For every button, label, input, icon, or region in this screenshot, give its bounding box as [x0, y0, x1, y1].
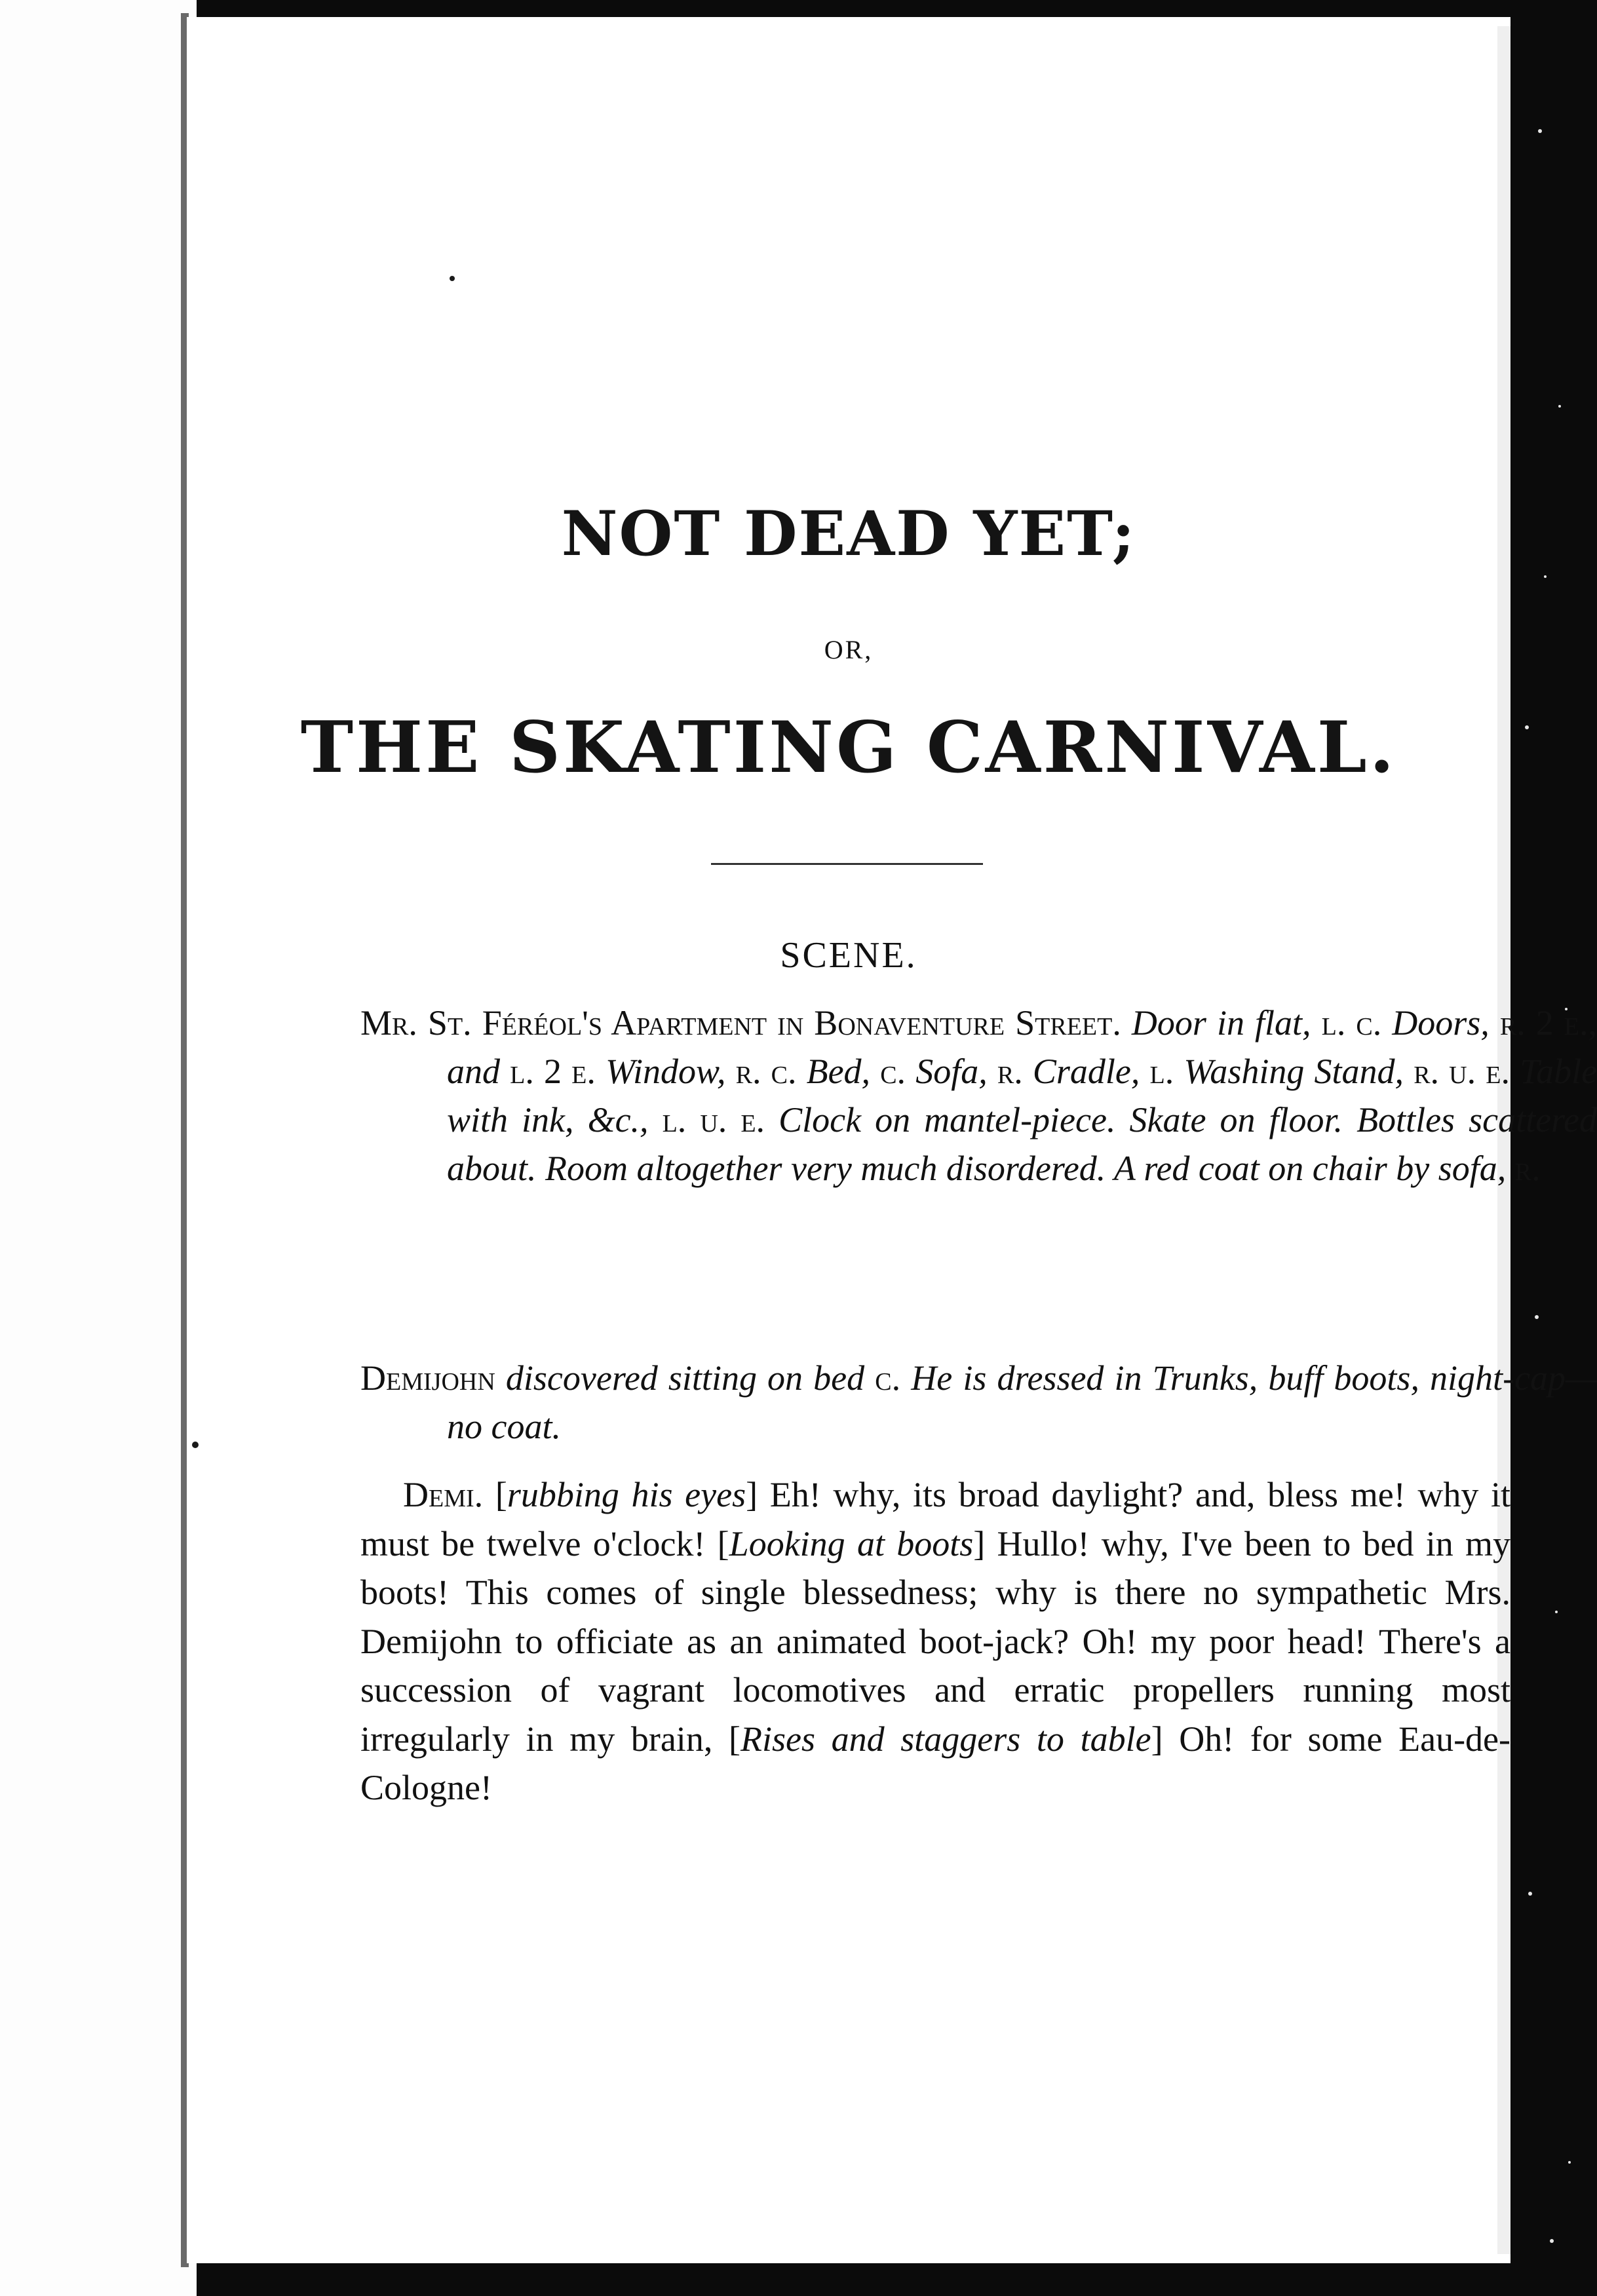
dialogue-paragraph: Demi. [rubbing his eyes] Eh! why, its broad daylight? and, bless me! why it must be twelve o'clock! [Looking at boots] Hullo! why, I've been to bed in my boots! This comes of single blessedness; why is there no sympathetic Mrs. Demijohn to officiate as an animated boot-jack? Oh! my poor head! There's a succession of vagrant locomotives and erratic propellers running most irregularly in my brain, [Rises and staggers to table] Oh! for some Eau-de-Cologne! — [360, 1475, 1511, 1807]
title-rule — [711, 863, 983, 865]
scene-detail: Cradle, l. — [1032, 1052, 1174, 1091]
scene-description — [360, 999, 1597, 1193]
document-page — [187, 17, 1597, 2263]
scene-detail: Door in flat, l. c. — [1131, 1003, 1382, 1043]
scene-heading: SCENE. — [780, 935, 917, 976]
play-title: NOT DEAD YET; — [561, 498, 1136, 570]
speech-text: Eh! why, its broad daylight? and, bless me! why it must be twelve o'clock! — [360, 1475, 1511, 1563]
scene-detail: Table with ink, &c., l. u. e. — [447, 1052, 1597, 1139]
direction-text: discovered sitting on bed — [505, 1358, 865, 1398]
scene-detail: Sofa, r. — [915, 1052, 1023, 1091]
scene-detail: Washing Stand, r. u. e. — [1183, 1052, 1510, 1091]
scene-location: Mr. St. Féréol's Apartment in Bonaventure Street. — [360, 1003, 1121, 1043]
direction-text: He is dressed in Trunks, buff boots, night-cap—no coat. — [447, 1358, 1597, 1446]
title-or: OR, — [824, 635, 874, 664]
play-subtitle: THE SKATING CARNIVAL. — [300, 706, 1397, 789]
inline-direction: rubbing his eyes — [507, 1475, 746, 1514]
scene-detail: Clock on mantel-piece. Skate on floor. Bottles scattered about. Room altogether very much disordered. A red coat on chair by sofa, r. — [447, 1100, 1597, 1188]
scene-detail: Bed, c. — [806, 1052, 906, 1091]
speaker-name: Demi. — [403, 1475, 484, 1514]
character-name: Demijohn — [360, 1358, 495, 1398]
scene-detail: Doors, r. 2 e., — [1392, 1003, 1597, 1043]
inline-direction: Looking at boots — [729, 1523, 974, 1563]
scene-detail: Window, r. c. — [605, 1052, 797, 1091]
stage-direction — [360, 1354, 1597, 1451]
direction-position: c. — [875, 1358, 901, 1398]
speech-text: Hullo! why, I've been to bed in my boots! This comes of single blessedness; why is there no sympathetic Mrs. Demijohn to officiate as an animated boot-jack? Oh! my poor head! There's a succession of vagrant locomotives and erratic propellers running most irregularly in my brain, — [360, 1523, 1511, 1759]
speech-text: Oh! for some Eau-de-Cologne! — [360, 1719, 1510, 1807]
inline-direction: Rises and staggers to table — [740, 1719, 1151, 1759]
scene-detail: and l. 2 e. — [447, 1052, 596, 1091]
